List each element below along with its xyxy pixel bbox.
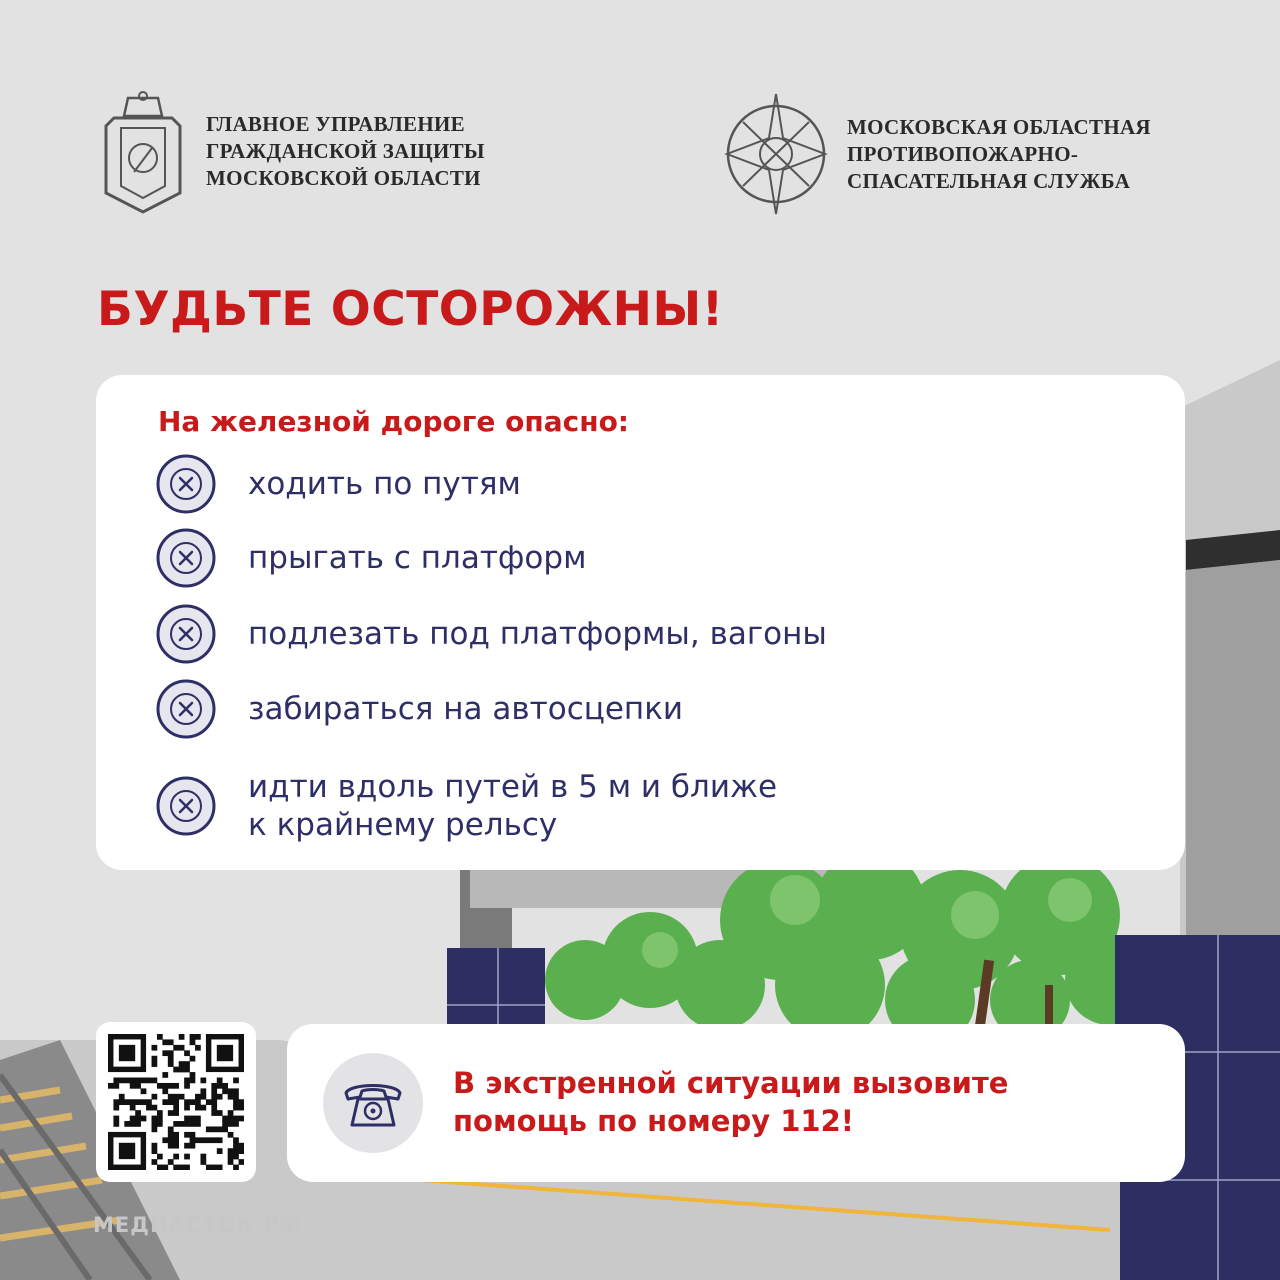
org-gu-civil-defense: [94, 88, 485, 214]
hazard-text-line: к крайнему рельсу: [248, 807, 558, 843]
phone-badge: [323, 1053, 423, 1153]
hazard-text: [248, 690, 683, 728]
hazard-text-line: забираться на автосцепки: [248, 691, 684, 727]
hazard-text-line: идти вдоль путей в 5 м и ближе: [248, 769, 778, 805]
fire-rescue-emblem-icon: [721, 88, 831, 220]
emergency-text-line: В экстренной ситуации вызовите: [453, 1066, 1009, 1100]
hazard-text: [248, 539, 586, 577]
org-title-line: ГЛАВНОЕ УПРАВЛЕНИЕ: [206, 111, 465, 136]
hazard-card-title: На железной дороге опасно:: [158, 405, 629, 438]
org-title-line: МОСКОВСКОЙ ОБЛАСТИ: [206, 165, 481, 190]
cross-circle-icon: [156, 528, 216, 588]
hazard-text-line: прыгать с платформ: [248, 540, 587, 576]
hazard-text: [248, 768, 777, 844]
emergency-banner: [287, 1024, 1185, 1182]
org-title-line: МОСКОВСКАЯ ОБЛАСТНАЯ: [847, 114, 1151, 139]
hazard-card: [96, 375, 1185, 870]
hazard-text-line: подлезать под платформы, вагоны: [248, 616, 827, 652]
watermark: МЕДИАСТОК.РФ: [93, 1213, 302, 1237]
cross-circle-icon: [156, 604, 216, 664]
qr-code-icon: [108, 1034, 244, 1170]
org-fire-rescue: [721, 88, 1151, 220]
emergency-text: [453, 1064, 1008, 1140]
hazard-text: [248, 615, 827, 653]
headline: БУДЬТЕ ОСТОРОЖНЫ!: [97, 282, 724, 337]
coat-of-arms-icon: [94, 88, 192, 214]
qr-code[interactable]: [96, 1022, 256, 1182]
cross-circle-icon: [156, 454, 216, 514]
hazard-item: [156, 604, 827, 664]
hazard-text: [248, 465, 521, 503]
emergency-text-line: помощь по номеру 112!: [453, 1104, 854, 1138]
hazard-item: [156, 528, 586, 588]
telephone-icon: [342, 1075, 404, 1131]
cross-circle-icon: [156, 776, 216, 836]
org-title-line: ПРОТИВОПОЖАРНО-: [847, 141, 1079, 166]
hazard-item: [156, 454, 521, 514]
hazard-item: [156, 679, 683, 739]
org-title-line: ГРАЖДАНСКОЙ ЗАЩИТЫ: [206, 138, 485, 163]
hazard-item: [156, 768, 777, 844]
org-title-line: СПАСАТЕЛЬНАЯ СЛУЖБА: [847, 168, 1131, 193]
org-title: [847, 114, 1151, 195]
org-title: [206, 111, 485, 192]
cross-circle-icon: [156, 679, 216, 739]
hazard-text-line: ходить по путям: [248, 466, 521, 502]
